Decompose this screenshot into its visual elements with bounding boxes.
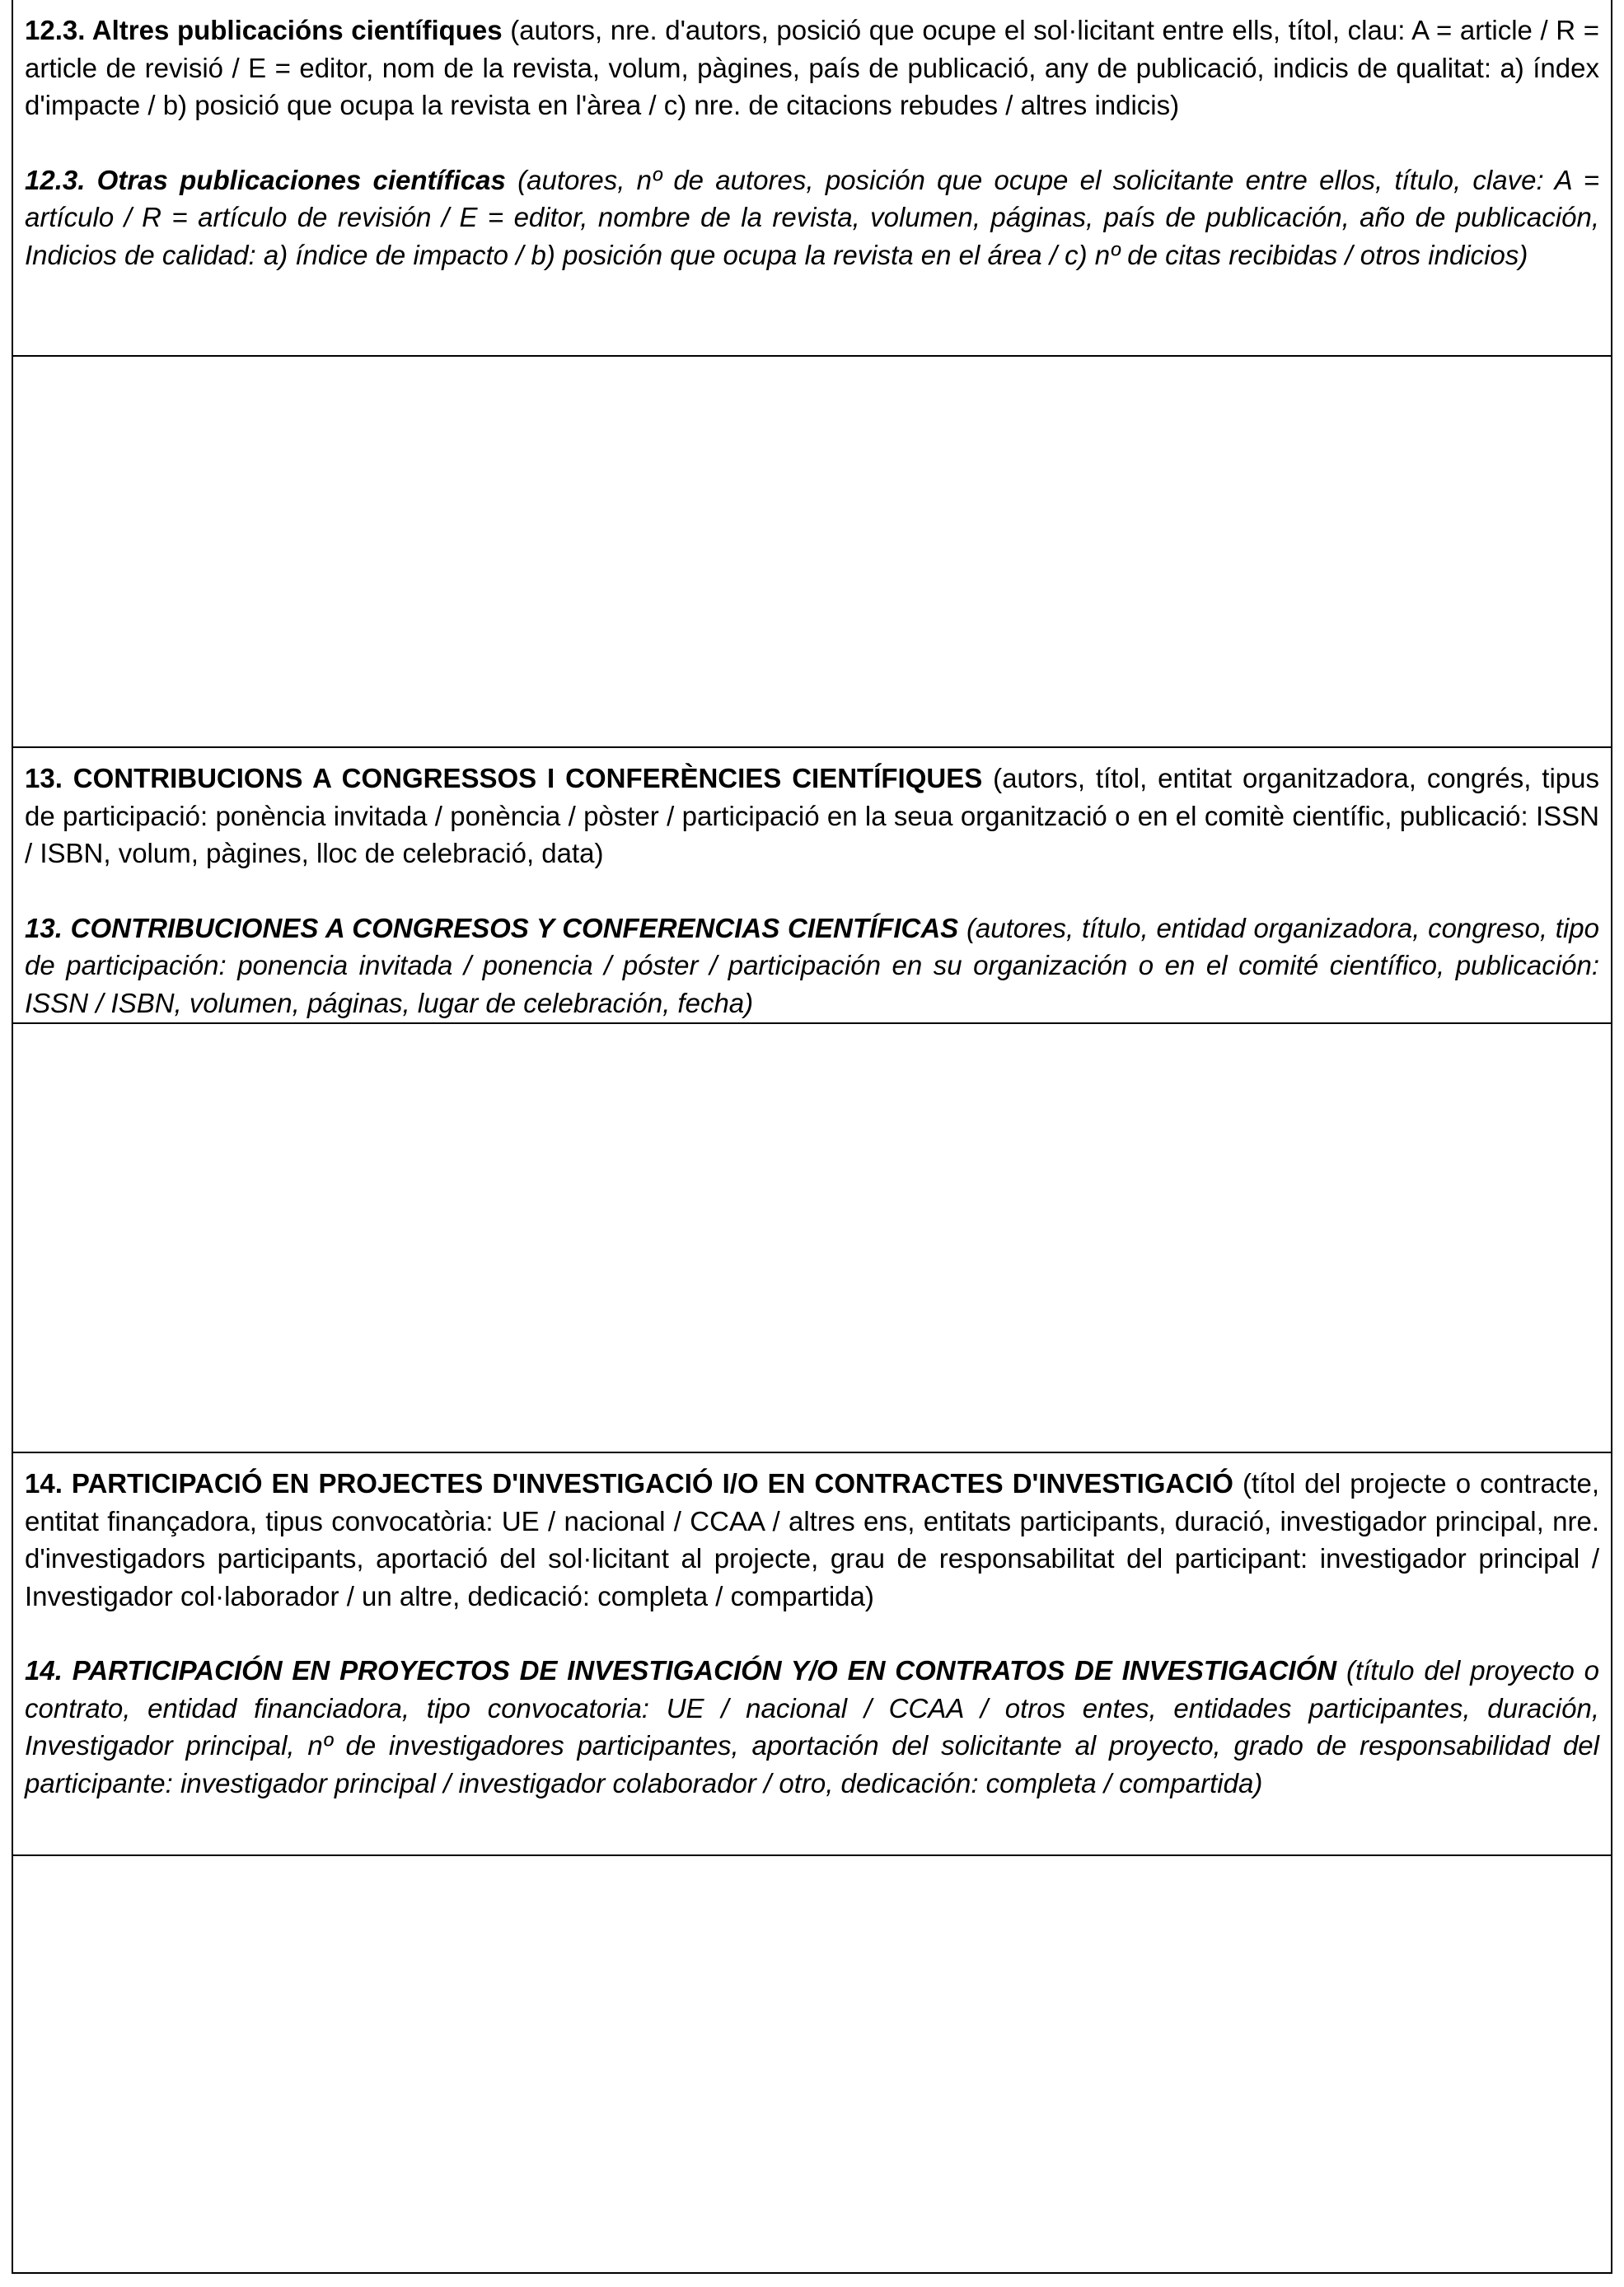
section-13-spanish-label: 13. CONTRIBUCIONES A CONGRESOS Y CONFERENCIAS CIENTÍFICAS <box>25 912 959 943</box>
section-14-spanish-description: (título del proyecto o contrato, entidad financiadora, tipo convocatoria: UE / nacional / CCAA / otros entes, entidades participantes, duración, Investigador principal, nº de investigadores participantes, aportación del solicitante al proyecto, grado de responsabilidad del participante: investigador principal / investigador colaborador / otro, dedicación: completa / compartida) <box>25 1655 1599 1798</box>
section-12-3-answer-field[interactable] <box>13 357 1611 748</box>
section-13-catalan-label: 13. CONTRIBUCIONS A CONGRESSOS I CONFERÈNCIES CIENTÍFIQUES <box>25 763 983 793</box>
section-14-catalan-text <box>25 1465 1599 1615</box>
section-12-3-header <box>13 0 1611 357</box>
section-12-3-catalan-label: 12.3. Altres publicacións científiques <box>25 15 503 45</box>
section-14-catalan-description: (títol del projecte o contracte, entitat finançadora, tipus convocatòria: UE / nacional / CCAA / altres ens, entitats participants, duració, investigador principal, nre. d'investigadors participants, aportació del sol·licitant al projecte, grau de responsabilitat del participant: investigador principal / Investigador col·laborador / un altre, dedicació: completa / compartida) <box>25 1468 1599 1611</box>
section-13-catalan-description: (autors, títol, entitat organitzadora, congrés, tipus de participació: ponència invitada / ponència / pòster / participació en la seua organització o en el comitè científic, publicació: ISSN / ISBN, volum, pàgines, lloc de celebració, data) <box>25 763 1599 868</box>
section-14-catalan-label: 14. PARTICIPACIÓ EN PROJECTES D'INVESTIGACIÓ I/O EN CONTRACTES D'INVESTIGACIÓ <box>25 1468 1233 1499</box>
section-14-answer-field[interactable] <box>13 1856 1611 2272</box>
section-12-3-spanish-text <box>25 161 1599 274</box>
section-12-3-spanish-label: 12.3. Otras publicaciones científicas <box>25 164 506 195</box>
section-13-answer-field[interactable] <box>13 1024 1611 1453</box>
section-12-3-catalan-description: (autors, nre. d'autors, posició que ocupe el sol·licitant entre ells, títol, clau: A = article / R = article de revisió / E = editor, nom de la revista, volum, pàgines, país de publicació, any de publicació, indicis de qualitat: a) índex d'impacte / b) posició que ocupa la revista en l'àrea / c) nre. de citacions rebudes / altres indicis) <box>25 15 1599 120</box>
application-form <box>12 0 1612 2274</box>
section-13-spanish-description: (autores, título, entidad organizadora, congreso, tipo de participación: ponencia invitada / ponencia / póster / participación en su organización o en el comité científico, publicación: ISSN / ISBN, volumen, páginas, lugar de celebración, fecha) <box>25 912 1599 1018</box>
section-14-spanish-text <box>25 1652 1599 1802</box>
section-12-3-catalan-text <box>25 12 1599 124</box>
section-14-header <box>13 1453 1611 1856</box>
section-13-catalan-text <box>25 760 1599 872</box>
section-13-header <box>13 748 1611 1024</box>
section-13-spanish-text <box>25 910 1599 1022</box>
section-14-spanish-label: 14. PARTICIPACIÓN EN PROYECTOS DE INVESTIGACIÓN Y/O EN CONTRATOS DE INVESTIGACIÓN <box>25 1655 1337 1686</box>
section-12-3-spanish-description: (autores, nº de autores, posición que ocupe el solicitante entre ellos, título, clave: A = artículo / R = artículo de revisión / E = editor, nombre de la revista, volumen, páginas, país de publicación, año de publicación, Indicios de calidad: a) índice de impacto / b) posición que ocupa la revista en el área / c) nº de citas recibidas / otros indicios) <box>25 164 1599 270</box>
